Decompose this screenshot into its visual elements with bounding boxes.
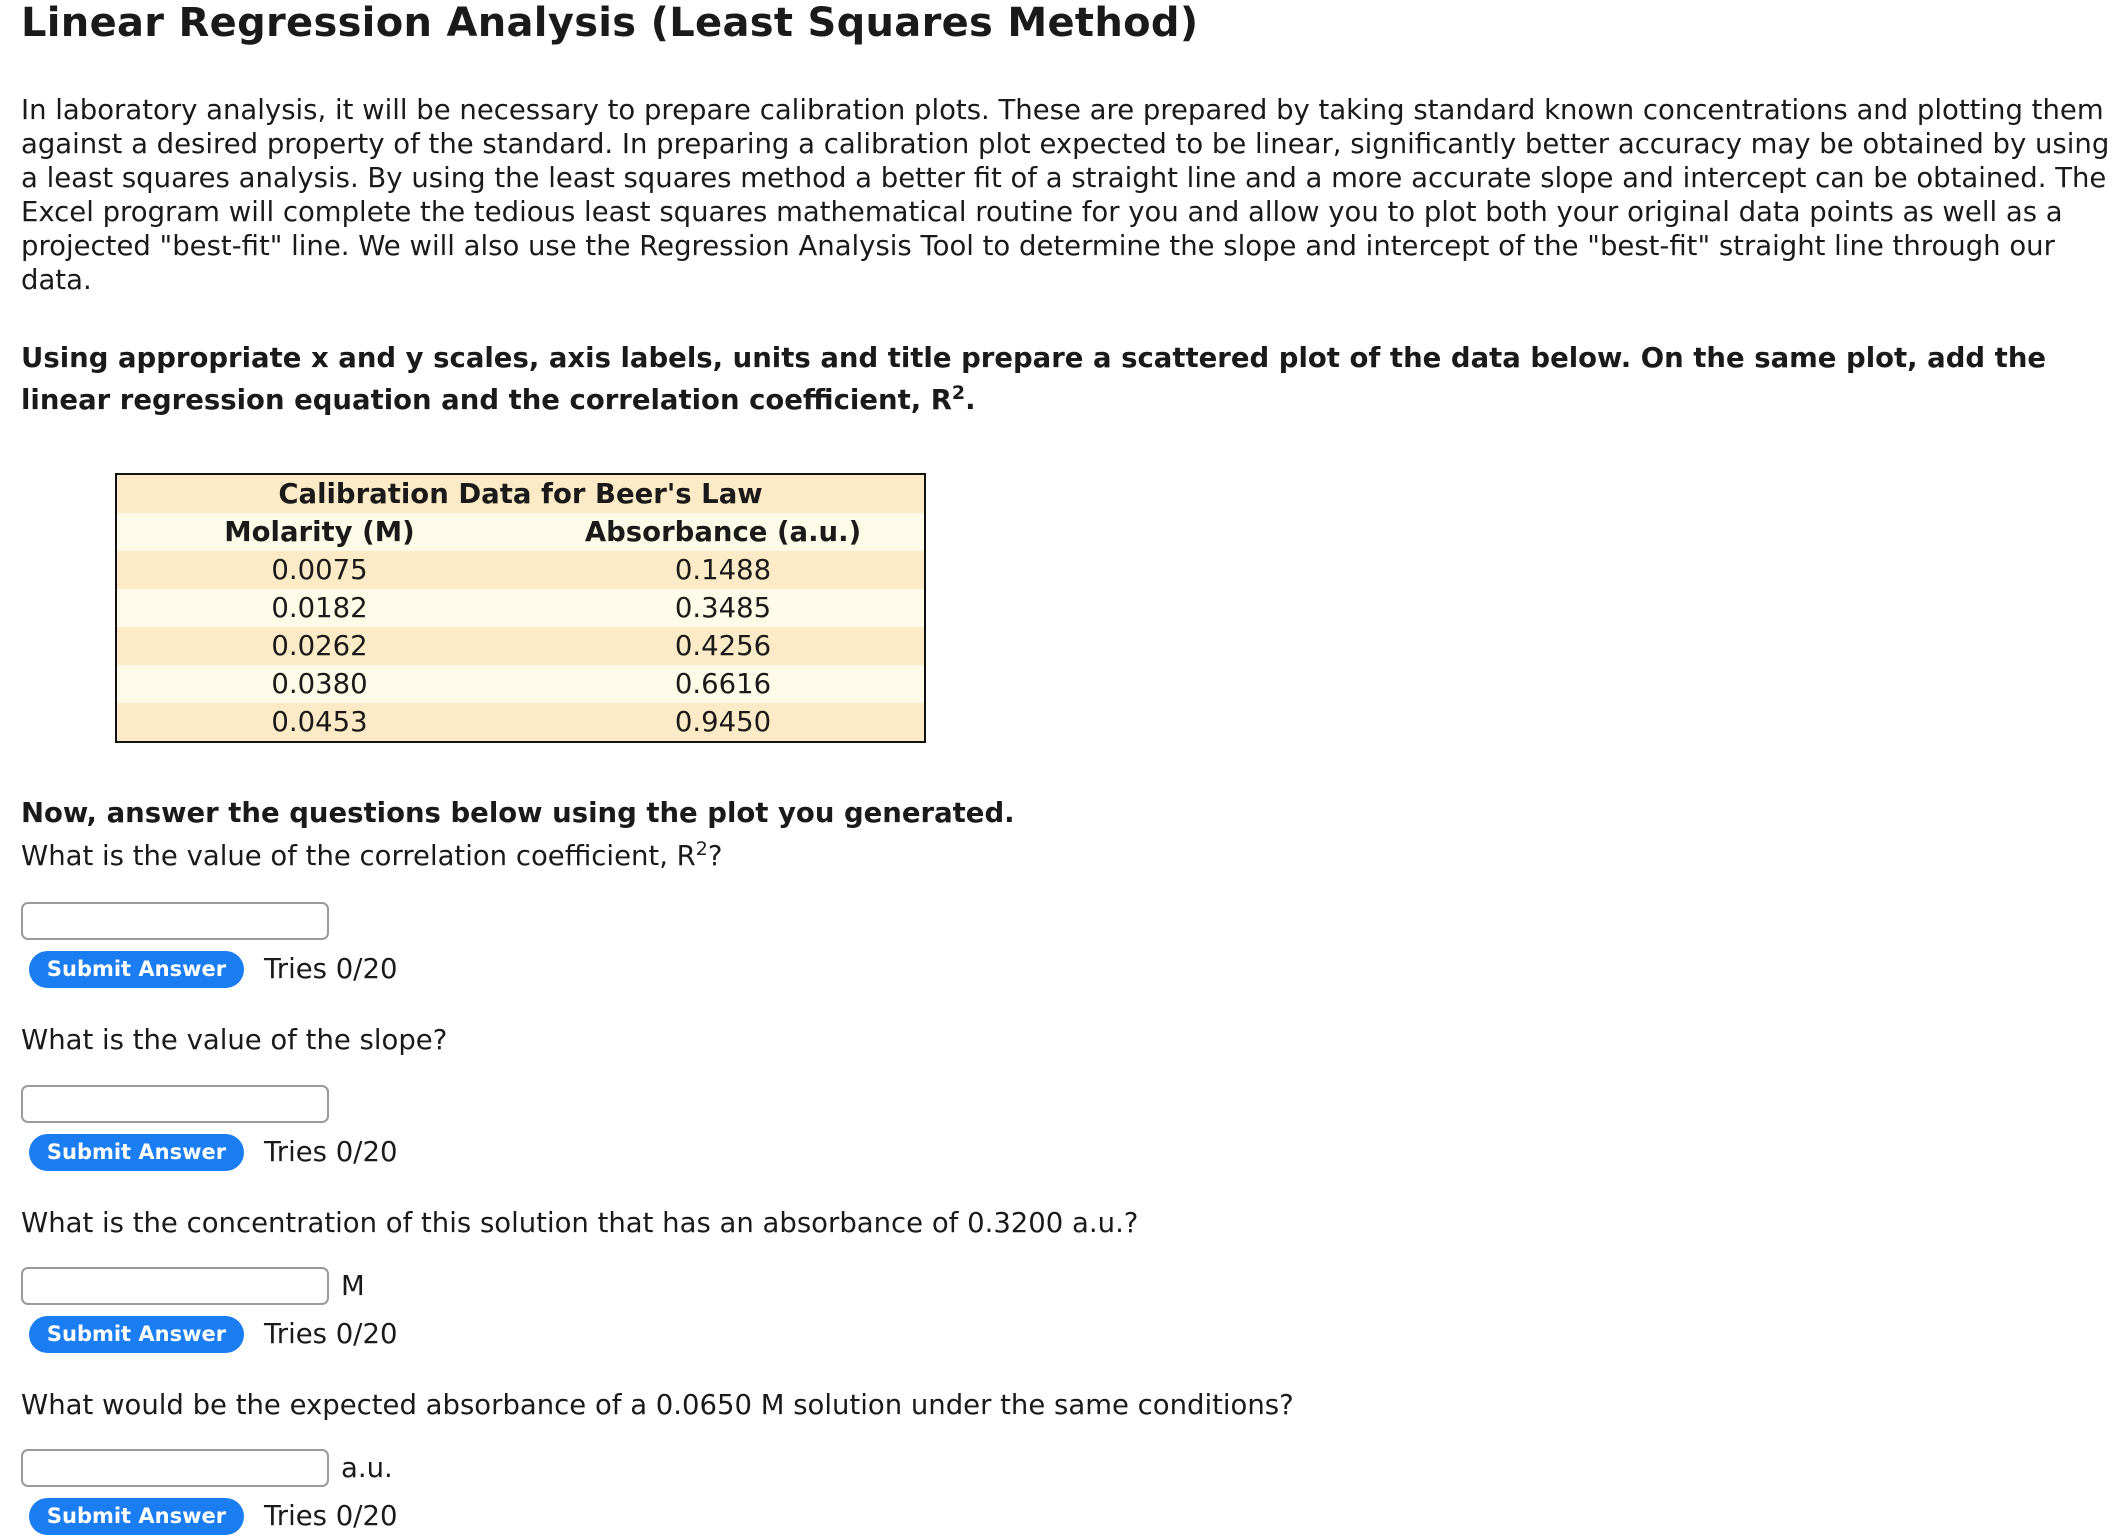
answer-input-slope[interactable] xyxy=(21,1085,329,1123)
question-4 xyxy=(21,1387,1294,1423)
question-1-submit-row xyxy=(21,948,397,990)
task-instructions xyxy=(21,337,2111,421)
table-row xyxy=(116,703,925,742)
question-1-end: ? xyxy=(707,840,723,872)
tries-counter: Tries 0/20 xyxy=(264,1135,398,1168)
column-header-absorbance: Absorbance (a.u.) xyxy=(584,516,862,548)
task-superscript: 2 xyxy=(951,381,966,404)
tries-counter: Tries 0/20 xyxy=(264,1499,398,1532)
question-1-superscript: 2 xyxy=(695,837,708,860)
intro-paragraph: In laboratory analysis, it will be necessary to prepare calibration plots. These are prepared by taking standard known concentrations and plotting them against a desired property of the standard. In preparing a calibration plot expected to be linear, significantly better accuracy may be obtained by using a least squares analysis. By using the least squares method a better fit of a straight line and a more accurate slope and intercept can be obtained. The Excel program will complete the tedious least squares mathematical routine for you and allow you to plot both your original data points as well as a projected "best-fit" line. We will also use the Regression Analysis Tool to determine the slope and intercept of the "best-fit" straight line through our data. xyxy=(21,94,2110,296)
absorbance-cell: 0.6616 xyxy=(674,668,772,700)
unit-label: a.u. xyxy=(341,1452,393,1484)
question-4-answer-row xyxy=(21,1447,393,1489)
question-3-answer-row xyxy=(21,1265,365,1307)
question-2 xyxy=(21,1022,447,1058)
question-3-text: What is the concentration of this solution that has an absorbance of 0.3200 a.u.? xyxy=(21,1207,1139,1239)
absorbance-cell: 0.4256 xyxy=(674,630,772,662)
question-1 xyxy=(21,838,723,874)
answer-input-r-squared[interactable] xyxy=(21,902,329,940)
question-3-submit-row xyxy=(21,1313,397,1355)
question-2-submit-row xyxy=(21,1131,397,1173)
column-header-molarity: Molarity (M) xyxy=(224,516,415,548)
submit-answer-button[interactable]: Submit Answer xyxy=(29,1498,244,1535)
table-row xyxy=(116,627,925,665)
answer-input-absorbance[interactable] xyxy=(21,1449,329,1487)
tries-counter: Tries 0/20 xyxy=(264,1317,398,1350)
submit-answer-button[interactable]: Submit Answer xyxy=(29,951,244,988)
question-1-text: What is the value of the correlation coefficient, R xyxy=(21,840,696,872)
calibration-table xyxy=(115,473,926,743)
question-4-submit-row xyxy=(21,1495,397,1537)
tries-counter: Tries 0/20 xyxy=(264,952,398,985)
instructions-heading: Now, answer the questions below using the plot you generated. xyxy=(21,797,1015,829)
absorbance-cell: 0.3485 xyxy=(674,592,772,624)
task-end: . xyxy=(965,384,976,416)
table-row xyxy=(116,589,925,627)
question-2-text: What is the value of the slope? xyxy=(21,1024,448,1056)
molarity-cell: 0.0262 xyxy=(271,630,368,662)
page-content xyxy=(21,0,2111,743)
answer-input-concentration[interactable] xyxy=(21,1267,329,1305)
submit-answer-button[interactable]: Submit Answer xyxy=(29,1134,244,1171)
absorbance-cell: 0.1488 xyxy=(674,554,772,586)
question-4-text: What would be the expected absorbance of a 0.0650 M solution under the same conditions? xyxy=(21,1389,1294,1421)
page-title: Linear Regression Analysis (Least Squares Method) xyxy=(21,0,1199,46)
table-row xyxy=(116,665,925,703)
molarity-cell: 0.0380 xyxy=(271,668,368,700)
unit-label: M xyxy=(341,1270,365,1302)
question-text xyxy=(21,838,723,874)
question-1-answer-row xyxy=(21,900,329,942)
table-caption: Calibration Data for Beer's Law xyxy=(278,478,763,510)
molarity-cell: 0.0182 xyxy=(271,592,368,624)
molarity-cell: 0.0075 xyxy=(271,554,368,586)
table-header-row xyxy=(116,513,925,551)
table-row xyxy=(116,551,925,589)
molarity-cell: 0.0453 xyxy=(271,706,368,738)
question-3 xyxy=(21,1205,1138,1241)
table-caption-row xyxy=(116,474,925,513)
absorbance-cell: 0.9450 xyxy=(674,706,772,738)
question-2-answer-row xyxy=(21,1083,329,1125)
task-text: Using appropriate x and y scales, axis labels, units and title prepare a scattered plot of the data below. On the same plot, add the linear regression equation and the correlation coefficient, R xyxy=(21,342,2047,416)
submit-answer-button[interactable]: Submit Answer xyxy=(29,1316,244,1353)
